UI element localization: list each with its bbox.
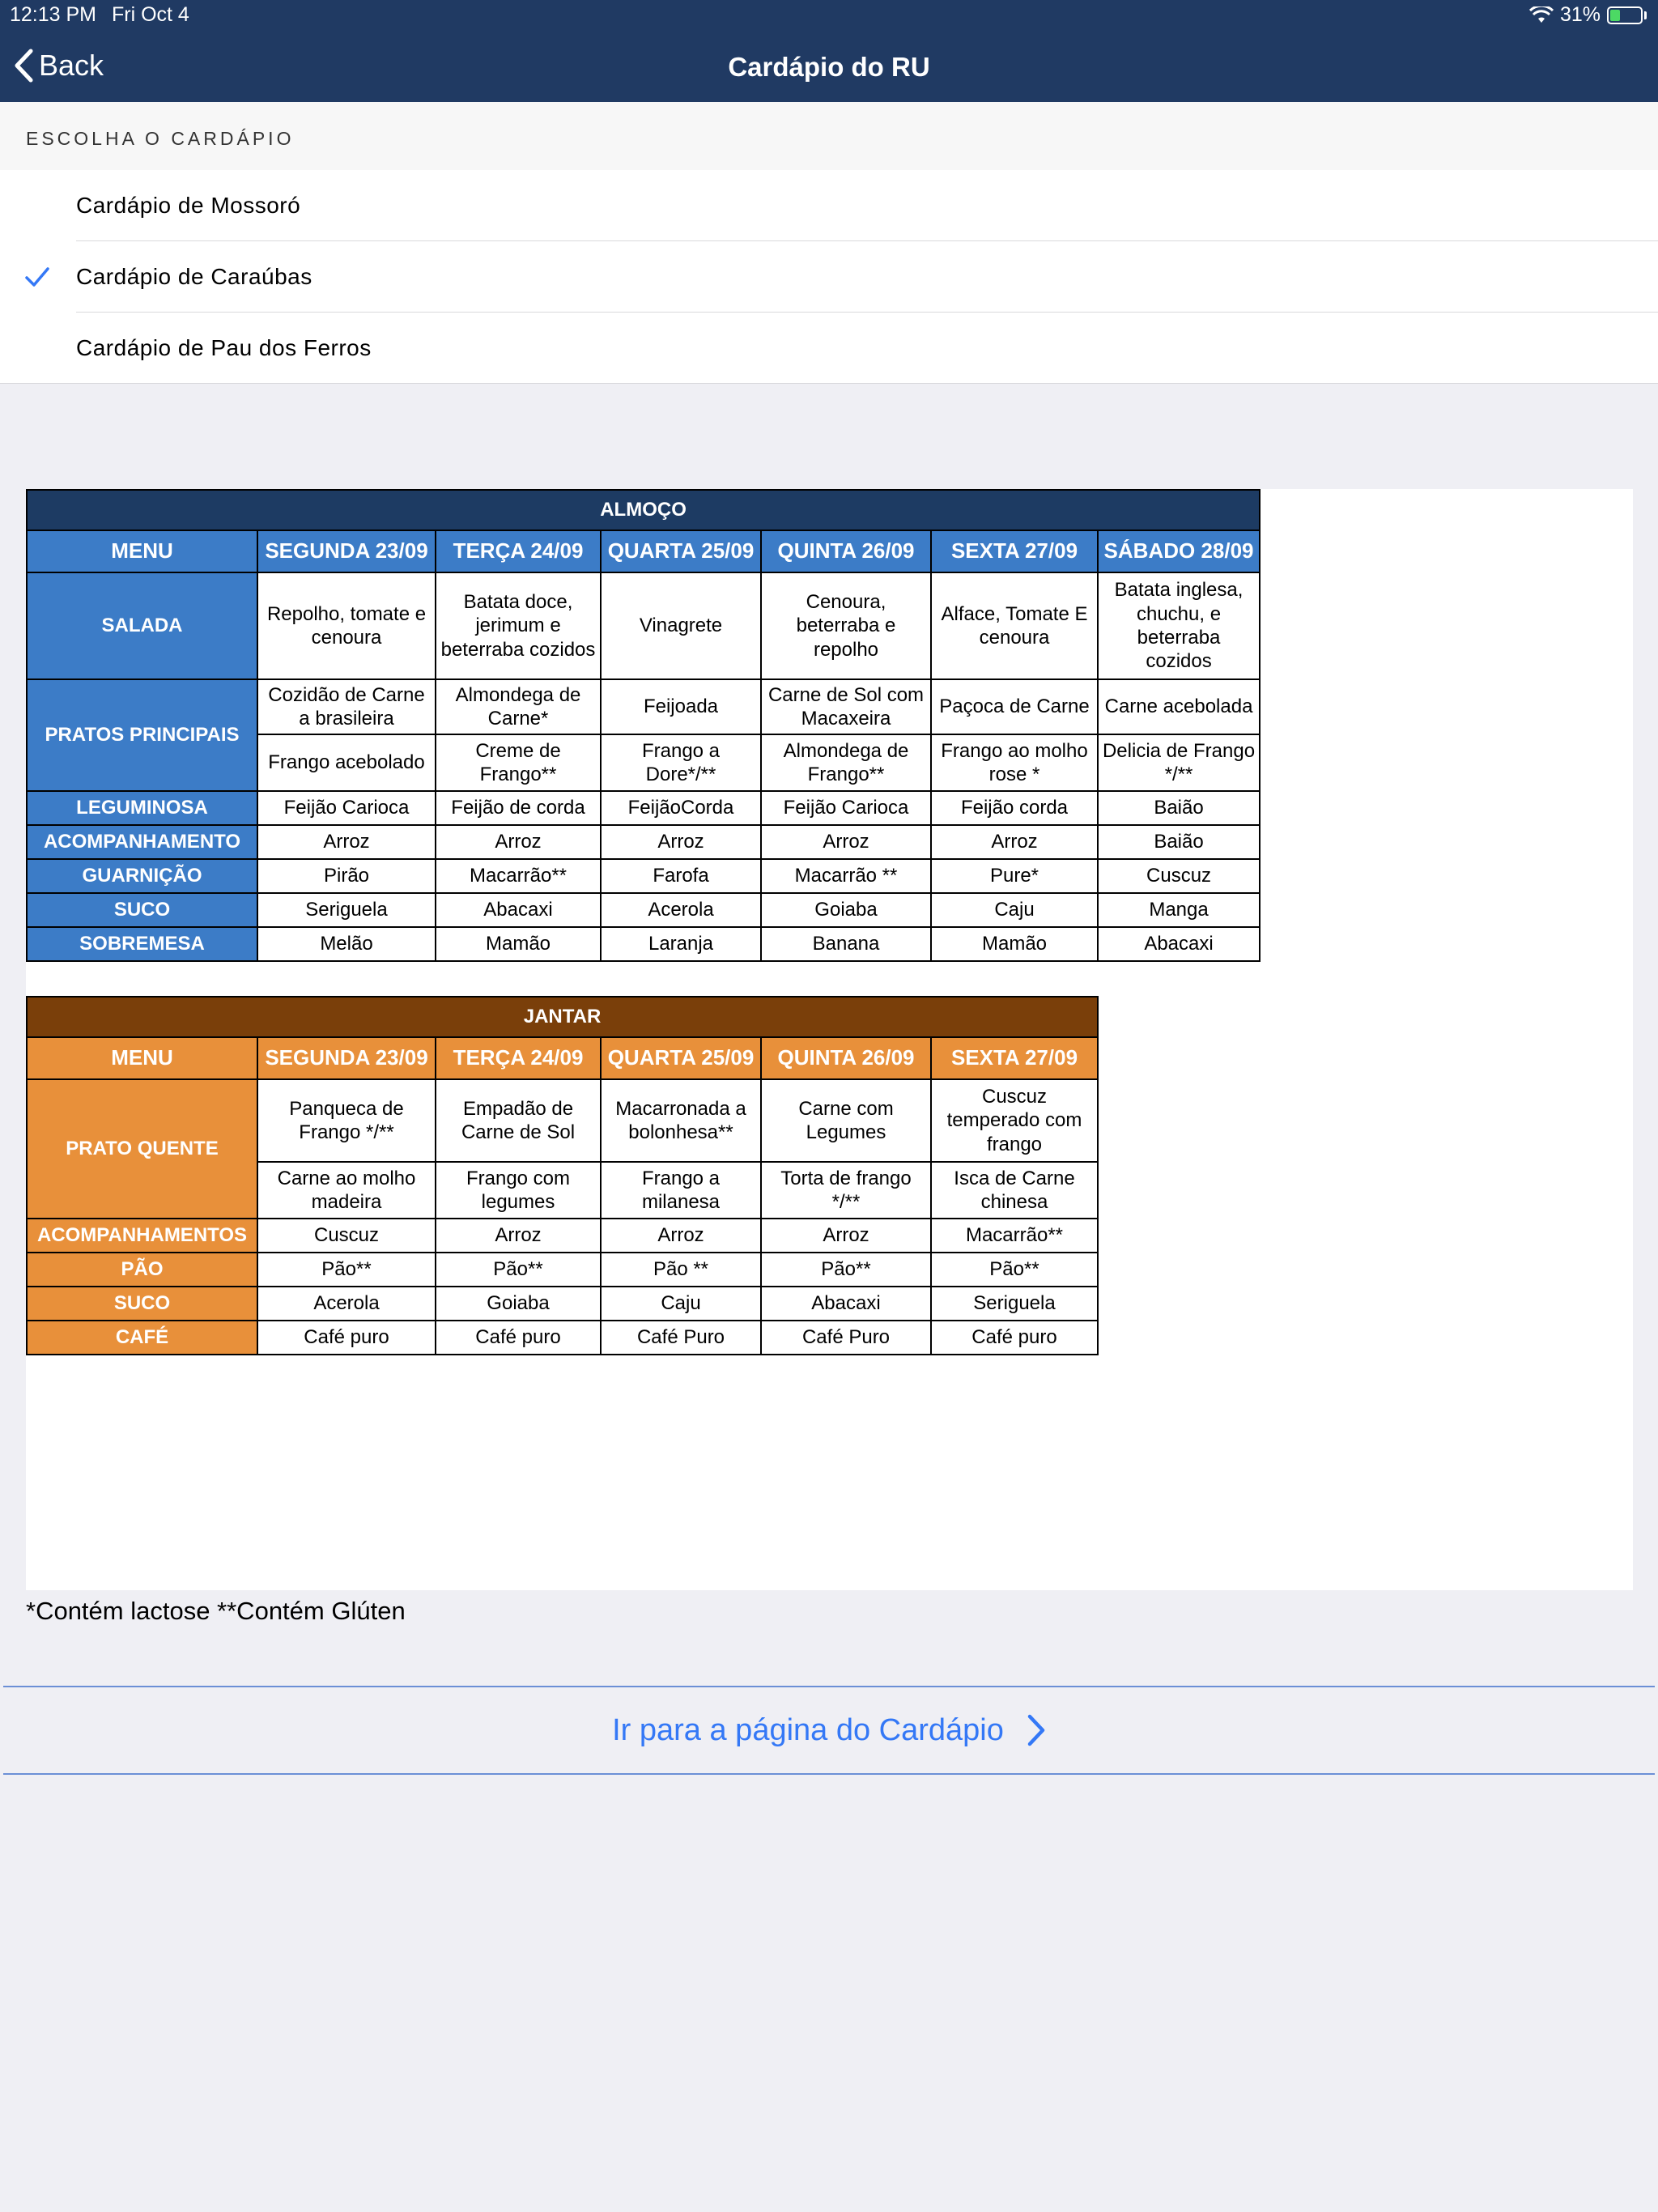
menu-cell: Cuscuz temperado com frango <box>931 1079 1098 1162</box>
menu-cell: Frango a milanesa <box>601 1162 761 1219</box>
table-row <box>27 893 1260 927</box>
menu-cell: Mamão <box>436 927 601 961</box>
checkmark-icon <box>24 266 50 288</box>
menu-cell: Macarronada a bolonhesa** <box>601 1079 761 1162</box>
menu-cell: Laranja <box>601 927 761 961</box>
column-header: SEXTA 27/09 <box>931 530 1098 572</box>
menu-cell: Cenoura, beterraba e repolho <box>761 572 931 679</box>
menu-cell: Arroz <box>601 1219 761 1253</box>
column-header: TERÇA 24/09 <box>436 1037 601 1079</box>
chevron-right-icon <box>1027 1714 1046 1746</box>
status-date: Fri Oct 4 <box>112 3 189 26</box>
menu-cell: Arroz <box>436 825 601 859</box>
menu-cell: Panqueca de Frango */** <box>257 1079 436 1162</box>
page-title: Cardápio do RU <box>728 52 930 82</box>
row-label: ACOMPANHAMENTO <box>27 825 257 859</box>
battery-percent: 31% <box>1559 3 1601 26</box>
menu-cell: Frango com legumes <box>436 1162 601 1219</box>
option-pau-dos-ferros[interactable] <box>0 313 1658 384</box>
battery-icon <box>1607 6 1643 24</box>
jantar-table <box>26 996 1099 1355</box>
table-row <box>27 679 1260 734</box>
table-row <box>27 927 1260 961</box>
menu-cell: Café Puro <box>761 1321 931 1355</box>
table-row <box>27 572 1260 679</box>
option-caraubas[interactable] <box>0 241 1658 313</box>
menu-cell: Carne de Sol com Macaxeira <box>761 679 931 734</box>
link-label: Ir para a página do Cardápio <box>612 1712 1004 1747</box>
menu-cell: Banana <box>761 927 931 961</box>
menu-cell: Batata inglesa, chuchu, e beterraba cozidos <box>1098 572 1260 679</box>
menu-cell: Carne acebolada <box>1098 679 1260 734</box>
menu-cell: Caju <box>601 1287 761 1321</box>
table-row <box>27 825 1260 859</box>
menu-cell: Arroz <box>257 825 436 859</box>
navigation-bar <box>0 0 1658 104</box>
menu-cell: Farofa <box>601 859 761 893</box>
row-label: ACOMPANHAMENTOS <box>27 1219 257 1253</box>
menu-cell: Cuscuz <box>1098 859 1260 893</box>
menu-cell: Arroz <box>931 825 1098 859</box>
column-header: QUINTA 26/09 <box>761 1037 931 1079</box>
menu-cell: Caju <box>931 893 1098 927</box>
menu-cell: Almondega de Frango** <box>761 734 931 791</box>
menu-cell: Creme de Frango** <box>436 734 601 791</box>
row-label: PRATOS PRINCIPAIS <box>27 679 257 791</box>
menu-cell: Goiaba <box>436 1287 601 1321</box>
table-row <box>27 791 1260 825</box>
menu-cell: Pão** <box>761 1253 931 1287</box>
menu-cell: Pão ** <box>601 1253 761 1287</box>
column-header: QUARTA 25/09 <box>601 530 761 572</box>
column-header: SÁBADO 28/09 <box>1098 530 1260 572</box>
status-time: 12:13 PM <box>10 3 97 26</box>
column-header: QUINTA 26/09 <box>761 530 931 572</box>
menu-cell: Pirão <box>257 859 436 893</box>
row-label: LEGUMINOSA <box>27 791 257 825</box>
row-label: PÃO <box>27 1253 257 1287</box>
menu-cell: Empadão de Carne de Sol <box>436 1079 601 1162</box>
menu-cell: Vinagrete <box>601 572 761 679</box>
menu-cell: Cozidão de Carne a brasileira <box>257 679 436 734</box>
menu-cell: Macarrão** <box>436 859 601 893</box>
menu-cell: Pão** <box>931 1253 1098 1287</box>
menu-cell: Repolho, tomate e cenoura <box>257 572 436 679</box>
allergen-note: *Contém lactose **Contém Glúten <box>26 1597 406 1625</box>
menu-cell: Acerola <box>601 893 761 927</box>
option-label: Cardápio de Pau dos Ferros <box>76 335 372 360</box>
row-label: CAFÉ <box>27 1321 257 1355</box>
menu-cell: Cuscuz <box>257 1219 436 1253</box>
menu-cell: Mamão <box>931 927 1098 961</box>
option-label: Cardápio de Mossoró <box>76 193 301 218</box>
table-row <box>27 1079 1098 1162</box>
menu-options-list <box>0 170 1658 384</box>
menu-page-link[interactable] <box>3 1686 1655 1775</box>
menu-cell: Feijão Carioca <box>761 791 931 825</box>
menu-cell: Acerola <box>257 1287 436 1321</box>
menu-cell: Feijão corda <box>931 791 1098 825</box>
menu-cell: Alface, Tomate E cenoura <box>931 572 1098 679</box>
menu-cell: Melão <box>257 927 436 961</box>
menu-cell: Goiaba <box>761 893 931 927</box>
menu-cell: Carne ao molho madeira <box>257 1162 436 1219</box>
menu-cell: Frango a Dore*/** <box>601 734 761 791</box>
menu-cell: Arroz <box>761 1219 931 1253</box>
table-row <box>27 859 1260 893</box>
menu-cell: Frango acebolado <box>257 734 436 791</box>
menu-cell: Café puro <box>436 1321 601 1355</box>
menu-cell: Feijoada <box>601 679 761 734</box>
menu-cell: Abacaxi <box>761 1287 931 1321</box>
row-label: SOBREMESA <box>27 927 257 961</box>
column-header: MENU <box>27 1037 257 1079</box>
column-header: TERÇA 24/09 <box>436 530 601 572</box>
column-header: SEXTA 27/09 <box>931 1037 1098 1079</box>
menu-cell: Arroz <box>436 1219 601 1253</box>
column-header: MENU <box>27 530 257 572</box>
menu-cell: Abacaxi <box>436 893 601 927</box>
column-header: QUARTA 25/09 <box>601 1037 761 1079</box>
menu-cell: Baião <box>1098 825 1260 859</box>
menu-cell: Arroz <box>761 825 931 859</box>
menu-cell: Manga <box>1098 893 1260 927</box>
menu-cell: Café Puro <box>601 1321 761 1355</box>
menu-cell: Baião <box>1098 791 1260 825</box>
row-label: PRATO QUENTE <box>27 1079 257 1219</box>
jantar-title: JANTAR <box>27 997 1098 1037</box>
menu-cell: Pão** <box>436 1253 601 1287</box>
wifi-icon <box>1529 6 1554 24</box>
row-label: SUCO <box>27 893 257 927</box>
menu-cell: Seriguela <box>257 893 436 927</box>
status-indicators <box>1529 3 1647 27</box>
almoco-table <box>26 489 1261 962</box>
section-header: ESCOLHA O CARDÁPIO <box>26 128 295 149</box>
column-header: SEGUNDA 23/09 <box>257 1037 436 1079</box>
menu-cell: Macarrão** <box>931 1219 1098 1253</box>
almoco-title: ALMOÇO <box>27 490 1260 530</box>
menu-cell: Frango ao molho rose * <box>931 734 1098 791</box>
option-mossoro[interactable] <box>0 170 1658 241</box>
menu-image <box>26 489 1633 1590</box>
menu-cell: Isca de Carne chinesa <box>931 1162 1098 1219</box>
menu-cell: Almondega de Carne* <box>436 679 601 734</box>
back-label: Back <box>39 49 104 82</box>
row-label: GUARNIÇÃO <box>27 859 257 893</box>
menu-cell: Carne com Legumes <box>761 1079 931 1162</box>
menu-cell: Café puro <box>931 1321 1098 1355</box>
menu-cell: Torta de frango */** <box>761 1162 931 1219</box>
menu-cell: FeijãoCorda <box>601 791 761 825</box>
menu-cell: Feijão de corda <box>436 791 601 825</box>
menu-cell: Café puro <box>257 1321 436 1355</box>
menu-cell: Macarrão ** <box>761 859 931 893</box>
row-label: SUCO <box>27 1287 257 1321</box>
table-row <box>27 1321 1098 1355</box>
menu-cell: Paçoca de Carne <box>931 679 1098 734</box>
menu-cell: Pão** <box>257 1253 436 1287</box>
table-row <box>27 1253 1098 1287</box>
menu-cell: Pure* <box>931 859 1098 893</box>
column-header: SEGUNDA 23/09 <box>257 530 436 572</box>
menu-cell: Arroz <box>601 825 761 859</box>
row-label: SALADA <box>27 572 257 679</box>
menu-cell: Delicia de Frango */** <box>1098 734 1260 791</box>
menu-cell: Feijão Carioca <box>257 791 436 825</box>
menu-cell: Seriguela <box>931 1287 1098 1321</box>
menu-cell: Batata doce, jerimum e beterraba cozidos <box>436 572 601 679</box>
table-row <box>27 1287 1098 1321</box>
menu-cell: Abacaxi <box>1098 927 1260 961</box>
option-label: Cardápio de Caraúbas <box>76 264 312 289</box>
table-row <box>27 1219 1098 1253</box>
